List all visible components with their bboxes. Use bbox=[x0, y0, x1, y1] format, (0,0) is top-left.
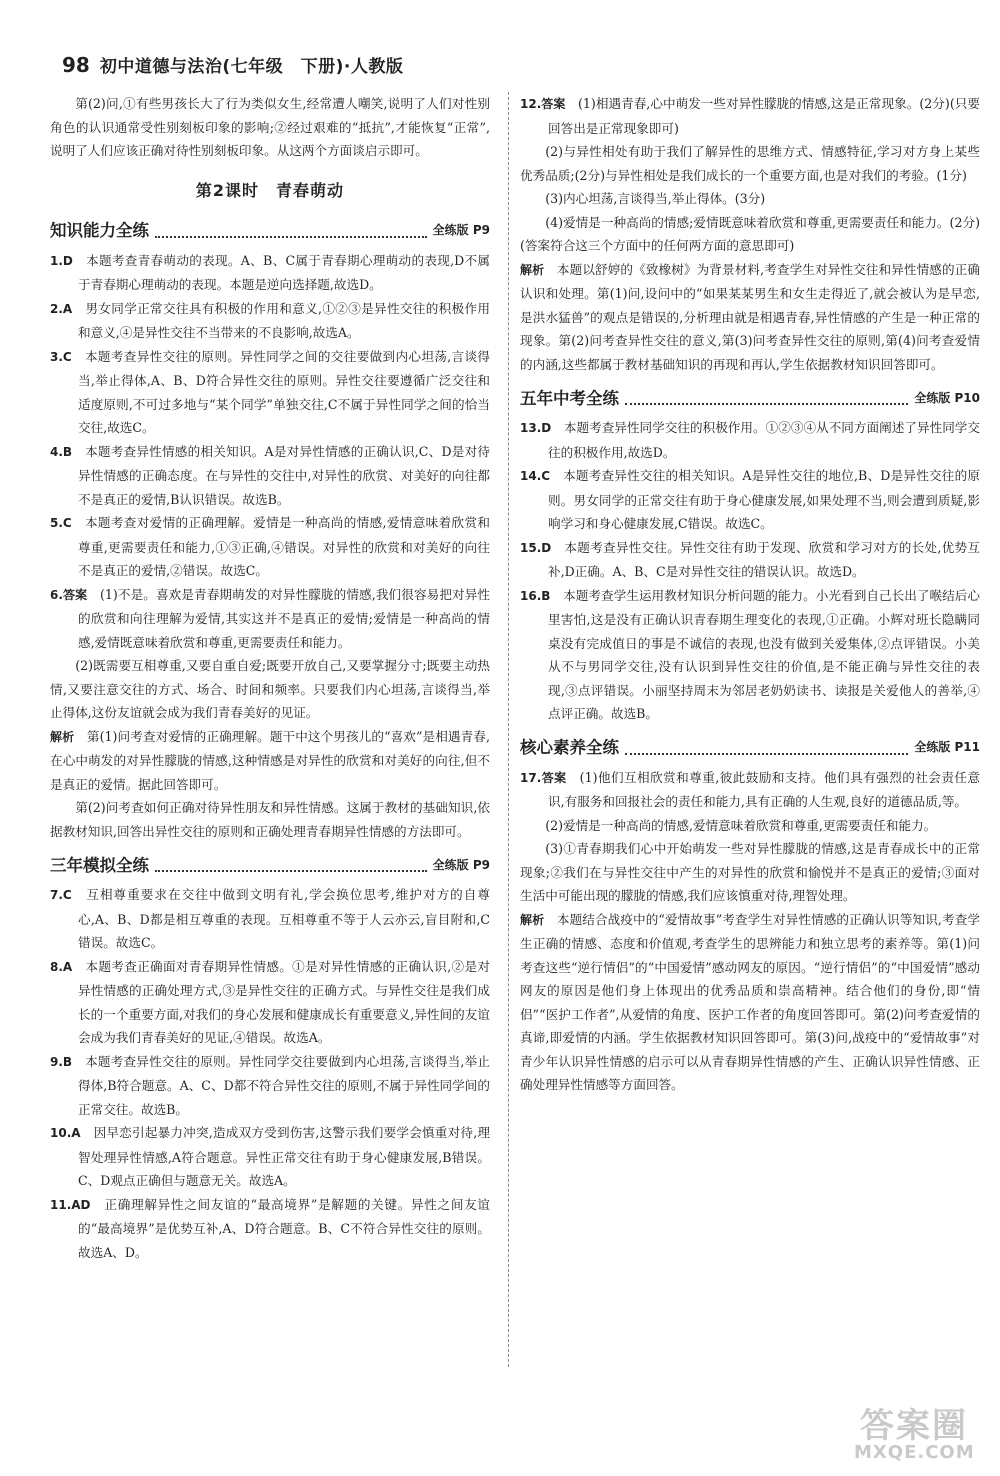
question-number: 17. bbox=[520, 770, 542, 785]
question-number: 9.B bbox=[50, 1054, 73, 1069]
intro-paragraph: 第(2)问,①有些男孩长大了行为类似女生,经常遭人嘲笑,说明了人们对性别角色的认识通常受性别刻板印象的影响;②经过艰难的“抵抗”,才能恢复“正常”,说明了人们应该正确对待性别刻板印象。从这两个方面谈启示即可。 bbox=[50, 96, 490, 158]
analysis-paragraph bbox=[520, 908, 980, 1097]
section-page-ref: 全练版 P11 bbox=[914, 740, 980, 754]
section-title: 核心素养全练 bbox=[520, 738, 619, 757]
answer-item bbox=[520, 464, 980, 536]
answer-item bbox=[50, 583, 490, 655]
question-number: 16.B bbox=[520, 588, 551, 603]
answer-item bbox=[50, 1193, 490, 1265]
section-title: 三年模拟全练 bbox=[50, 855, 149, 875]
question-number: 15.D bbox=[520, 540, 552, 555]
page-number: 98 bbox=[62, 53, 90, 77]
right-column bbox=[520, 92, 980, 1097]
answer-item bbox=[50, 297, 490, 345]
answer-item bbox=[520, 584, 980, 726]
answer-text: 本题考查异性同学交往的积极作用。①②③④从不同方面阐述了异性同学交往的积极作用,故选D。 bbox=[548, 420, 981, 460]
analysis-paragraph: 第(2)问考查如何正确对待异性朋友和异性情感。这属于教材的基础知识,依据教材知识,回答出异性交往的原则和正确处理青春期异性情感的方法即可。 bbox=[50, 800, 490, 839]
question-number: 1.D bbox=[50, 253, 73, 268]
section-page-ref: 全练版 P9 bbox=[432, 857, 490, 872]
answer-text: 男女同学正常交往具有积极的作用和意义,①②③是异性交往的积极作用和意义,④是异性交往不当带来的不良影响,故选A。 bbox=[78, 300, 490, 340]
question-number: 13.D bbox=[520, 421, 552, 435]
section-dots bbox=[155, 236, 427, 238]
answer-item bbox=[50, 883, 490, 955]
question-number: 3.C bbox=[50, 349, 72, 364]
column-divider bbox=[508, 92, 509, 1367]
question-number: 10.A bbox=[50, 1126, 81, 1140]
question-number: 12. bbox=[520, 97, 542, 111]
answer-item bbox=[50, 440, 490, 512]
answer-paragraph: (3)内心坦荡,言谈得当,举止得体。(3分) bbox=[545, 191, 766, 206]
answer-text: 本题考查异性情感的相关知识。A是对异性情感的正确认识,C、D是对待异性情感的正确态度。在与异性的交往中,对异性的欣赏、对美好的向往都不是真正的爱情,B认识错误。故选B。 bbox=[78, 443, 490, 507]
question-number: 14.C bbox=[520, 469, 551, 483]
answer-item bbox=[50, 345, 490, 440]
answer-text: (1)不是。喜欢是青春期萌发的对异性朦胧的情感,我们很容易把对异性的欣赏和向往理解为爱情,其实这并不是真正的爱情;爱情是一种高尚的情感,爱情既意味着欣赏和尊重,更需要责任和能力。 bbox=[78, 586, 491, 650]
question-number: 8.A bbox=[50, 959, 73, 974]
analysis-text: 本题以舒婷的《致橡树》为背景材料,考查学生对异性交往和异性情感的正确认识和处理。第(1)问,设问中的“如果某某男生和女生走得近了,就会被认为是早恋,是洪水猛兽”的观点是错误的,分析理由就是相遇青春,异性情感的产生是一种正常的现象。第(2)问考查异性交往的意义,第(3)问考查异性交往的原则,第(4)问考查爱情的内涵,这些都属于教材基础知识的再现和再认,学生依据教材知识回答即可。 bbox=[520, 261, 980, 372]
section-header-knowledge bbox=[50, 213, 490, 243]
analysis-text: 第(1)问考查对爱情的正确理解。题干中这个男孩儿的“喜欢”是相遇青春,在心中萌发的对异性朦胧的情感,这种情感是对异性的欣赏和对美好的向往,但不是真正的爱情。据此回答即可。 bbox=[50, 728, 490, 792]
answer-text: 正确理解异性之间友谊的“最高境界”是解题的关键。异性之间友谊的“最高境界”是优势互补,A、D符合题意。B、C不符合异性交往的原则。故选A、D。 bbox=[78, 1196, 490, 1260]
answer-text: 本题考查正确面对青春期异性情感。①是对异性情感的正确认识,②是对异性情感的正确处理方式,③是异性交往的正确方式。与异性交往是我们成长的一个重要方面,对我们的身心发展和健康成长有重要意义,异性间的友谊会成为我们青春美好的见证,④错误。故选A。 bbox=[78, 958, 490, 1045]
section-page-ref: 全练版 P9 bbox=[432, 223, 490, 237]
site-watermark bbox=[840, 1398, 990, 1468]
answer-label: 答案 bbox=[541, 770, 567, 785]
analysis-label: 解析 bbox=[520, 912, 545, 927]
question-number: 4.B bbox=[50, 444, 73, 459]
section-dots bbox=[625, 753, 908, 755]
answer-text: 本题考查对爱情的正确理解。爱情是一种高尚的情感,爱情意味着欣赏和尊重,更需要责任和能力,①③正确,④错误。对异性的欣赏和对美好的向往不是真正的爱情,②错误。故选C。 bbox=[78, 515, 490, 578]
section-header-core bbox=[520, 730, 980, 760]
answer-text: 本题考查青春萌动的表现。A、B、C属于青春期心理萌动的表现,D不属于青春期心理萌动的表现。本题是逆向选择题,故选D。 bbox=[78, 252, 491, 292]
section-title: 五年中考全练 bbox=[520, 388, 619, 408]
page-header bbox=[62, 52, 403, 82]
analysis-text: 本题结合战疫中的“爱情故事”考查学生对异性情感的正确认识等知识,考查学生正确的情感、态度和价值观,考查学生的思辨能力和独立思考的素养等。第(1)问考查这些“逆行情侣”的“中国爱情”感动网友的原因。“逆行情侣”的“中国爱情”感动网友的原因是他们身上体现出的优秀品质和崇高精神。结合他们的身份,即“情侣”“医护工作者”,从爱情的角度、医护工作者的角度回答即可。第(2)问考查爱情的真谛,即爱情的内涵。学生依据教材知识回答即可。第(3)问,战疫中的“爱情故事”对青少年认识异性情感的启示可以从青春期异性情感的产生、正确认识异性情感、正确处理异性情感等方面回答。 bbox=[520, 911, 981, 1092]
analysis-paragraph bbox=[50, 725, 490, 797]
answer-item bbox=[520, 416, 980, 464]
answer-text: 因早恋引起暴力冲突,造成双方受到伤害,这警示我们要学会慎重对待,理智处理异性情感,A符合题意。异性正常交往有助于身心健康发展,B错误。C、D观点正确但与题意无关。故选A。 bbox=[78, 1125, 491, 1188]
analysis-paragraph bbox=[520, 258, 980, 377]
answer-item bbox=[520, 536, 980, 584]
answer-text: (1)相遇青春,心中萌发一些对异性朦胧的情感,这是正常现象。(2分)(只要回答出是正常现象即可) bbox=[548, 96, 980, 136]
answer-item bbox=[50, 511, 490, 583]
answer-item bbox=[520, 92, 980, 140]
section-header-three-year bbox=[50, 847, 490, 877]
question-number: 5.C bbox=[50, 516, 72, 530]
answer-item bbox=[50, 1121, 490, 1193]
answer-paragraph: (2)与异性相处有助于我们了解异性的思维方式、情感特征,学习对方身上某些优秀品质;(2分)与异性相处是我们成长的一个重要方面,也是对我们的考验。(1分) bbox=[520, 144, 980, 183]
answer-text: 本题考查异性交往的原则。异性同学之间的交往要做到内心坦荡,言谈得当,举止得体,A、B、D符合异性交往的原则。异性交往要遵循广泛交往和适度原则,不可过多地与“某个同学”单独交往,C不属于异性同学之间的恰当交往,故选C。 bbox=[78, 348, 490, 435]
question-number: 2.A bbox=[50, 301, 73, 316]
answer-text: (1)他们互相欣赏和尊重,彼此鼓励和支持。他们具有强烈的社会责任意识,有服务和回报社会的责任和能力,具有正确的人生观,良好的道德品质,等。 bbox=[548, 769, 981, 809]
answer-item bbox=[50, 1050, 490, 1122]
answer-label: 答案 bbox=[541, 97, 566, 111]
answer-text: 本题考查异性交往的原则。异性同学交往要做到内心坦荡,言谈得当,举止得体,B符合题意。A、C、D都不符合异性交往的原则,不属于异性同学间的正常交往。故选B。 bbox=[78, 1053, 491, 1117]
section-header-five-year bbox=[520, 380, 980, 410]
question-number: 7.C bbox=[50, 888, 72, 902]
answer-item bbox=[50, 955, 490, 1050]
question-number: 6. bbox=[50, 587, 63, 602]
analysis-label: 解析 bbox=[50, 729, 75, 744]
answer-text: 本题考查学生运用教材知识分析问题的能力。小光看到自己长出了喉结后心里害怕,这是没有正确认识青春期生理变化的表现,①正确。小辉对班长隐瞒同桌没有完成值日的事是不诚信的表现,也没有做到关爱集体,②点评错误。小美从不与男同学交往,没有认识到异性交往的价值,是不能正确与异性交往的表现,③点评错误。小丽坚持周末为邻居老奶奶读书、读报是关爱他人的善举,④点评正确。故选B。 bbox=[548, 587, 981, 721]
section-dots bbox=[625, 403, 908, 405]
watermark-url: MXQE.COM bbox=[854, 1442, 975, 1463]
answer-text: 互相尊重要求在交往中做到文明有礼,学会换位思考,维护对方的自尊心,A、B、D都是相互尊重的表现。互相尊重不等于人云亦云,盲目附和,C错误。故选C。 bbox=[78, 887, 490, 950]
answer-text: 本题考查异性交往。异性交往有助于发现、欣赏和学习对方的长处,优势互补,D正确。A、B、C是对异性交往的错误认识。故选D。 bbox=[548, 539, 980, 579]
section-title: 知识能力全练 bbox=[50, 221, 149, 240]
watermark-text: 答案圈 bbox=[860, 1406, 968, 1446]
answer-paragraph: (2)既需要互相尊重,又要自重自爱;既要开放自己,又要掌握分寸;既要主动热情,又要注意交往的方式、场合、时间和频率。只要我们内心坦荡,言谈得当,举止得体,这份友谊就会成为我们青春美好的见证。 bbox=[50, 658, 490, 720]
answer-label: 答案 bbox=[62, 587, 88, 602]
book-title: 初中道德与法治(七年级 下册)·人教版 bbox=[99, 57, 404, 77]
section-dots bbox=[155, 870, 427, 872]
section-page-ref: 全练版 P10 bbox=[914, 390, 980, 405]
answer-paragraph: (4)爱情是一种高尚的情感;爱情既意味着欣赏和尊重,更需要责任和能力。(2分)(答案符合这三个方面中的任何两方面的意思即可) bbox=[520, 214, 980, 253]
question-number: 11.AD bbox=[50, 1197, 91, 1212]
answer-item bbox=[50, 249, 490, 297]
answer-item bbox=[520, 766, 980, 814]
lesson-title: 第2课时 青春萌动 bbox=[195, 180, 345, 200]
left-column bbox=[50, 92, 490, 1264]
answer-paragraph: (3)①青春期我们心中开始萌发一些对异性朦胧的情感,这是青春成长中的正常现象;②我们在与异性交往中产生的对异性的欣赏和愉悦并不是真正的爱情;③面对生活中可能出现的朦胧的情感,我们应该慎重对待,理智处理。 bbox=[520, 841, 980, 903]
analysis-label: 解析 bbox=[520, 262, 545, 277]
answer-paragraph: (2)爱情是一种高尚的情感,爱情意味着欣赏和尊重,更需要责任和能力。 bbox=[545, 817, 937, 833]
answer-text: 本题考查异性交往的相关知识。A是异性交往的地位,B、D是异性交往的原则。男女同学的正常交往有助于身心健康发展,如果处理不当,则会遭到质疑,影响学习和身心健康发展,C错误。故选C。 bbox=[548, 468, 981, 531]
